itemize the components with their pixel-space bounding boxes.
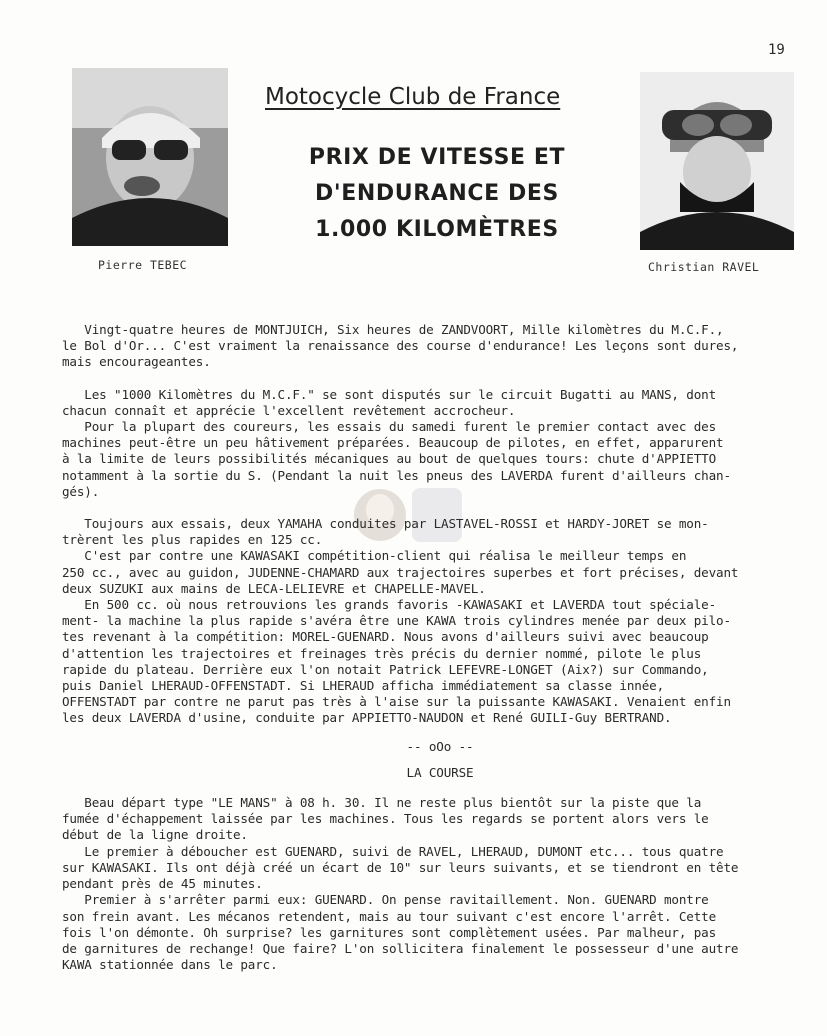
text-line: de garnitures de rechange! Que faire? L'on sollicitera finalement le possesseur d'une autre (62, 940, 739, 956)
text-line: KAWA stationnée dans le parc. (62, 957, 278, 973)
text-line: gés). (62, 483, 100, 499)
text-line: Le premier à déboucher est GUENARD, suivi de RAVEL, LHERAUD, DUMONT etc... tous quatre (62, 843, 724, 859)
text-line: rapide du plateau. Derrière eux l'on notait Patrick LEFEVRE-LONGET (Aix?) sur Commando, (62, 661, 709, 677)
text-line: Pour la plupart des coureurs, les essais du samedi furent le premier contact avec des (62, 419, 717, 435)
text-line: puis Daniel LHERAUD-OFFENSTADT. Si LHERAUD afficha immédiatement sa classe innée, (62, 678, 664, 694)
text-line: Vingt-quatre heures de MONTJUICH, Six heures de ZANDVOORT, Mille kilomètres du M.C.F., (62, 322, 724, 337)
text-line: tes revenant à la compétition: MOREL-GUENARD. Nous avons d'ailleurs suivi avec beaucoup (62, 629, 709, 645)
text-line: début de la ligne droite. (62, 827, 248, 843)
text-line: deux SUZUKI aux mains de LECA-LELIEVRE et CHAPELLE-MAVEL. (62, 580, 486, 596)
text-line: En 500 cc. où nous retrouvions les grands favoris -KAWASAKI et LAVERDA tout spéciale- (62, 597, 717, 613)
headline (262, 140, 612, 248)
article-body (62, 322, 818, 973)
text-line: Beau départ type "LE MANS" à 08 h. 30. Il ne reste plus bientôt sur la piste que la (62, 795, 702, 811)
text-line: ment- la machine la plus rapide s'avéra être une KAWA trois cylindres menée par deux pilo- (62, 613, 731, 629)
text-line: trèrent les plus rapides en 125 cc. (62, 532, 323, 548)
text-line: Premier à s'arrêter parmi eux: GUENARD. On pense ravitaillement. Non. GUENARD montre (62, 892, 709, 908)
separator: -- oOo -- (406, 738, 474, 754)
page-number: 19 (768, 42, 785, 58)
section-title: LA COURSE (406, 764, 474, 780)
caption-left: Pierre TEBEC (98, 258, 188, 272)
text-line: C'est par contre une KAWASAKI compétition-client qui réalisa le meilleur temps en (62, 548, 687, 564)
text-line: les deux LAVERDA d'usine, conduite par APPIETTO-NAUDON et René GUILI-Guy BERTRAND. (62, 710, 672, 726)
text-line: pendant près de 45 minutes. (62, 876, 263, 892)
text-line: le Bol d'Or... C'est vraiment la renaissance des course d'endurance! Les leçons sont dures, (62, 338, 739, 354)
text-line: à la limite de leurs possibilités mécaniques au bout de quelques tours: chute d'APPIETTO (62, 451, 717, 467)
text-line: Toujours aux essais, deux YAMAHA conduites par LASTAVEL-ROSSI et HARDY-JORET se mon- (62, 516, 709, 532)
text-line: machines peut-être un peu hâtivement préparées. Beaucoup de pilotes, en effet, apparurent (62, 435, 724, 451)
text-line: Les "1000 Kilomètres du M.C.F." se sont disputés sur le circuit Bugatti au MANS, dont (62, 386, 717, 402)
text-line: OFFENSTADT par contre ne parut pas très à l'aise sur la puissante KAWASAKI. Venaient enfin (62, 694, 731, 710)
headline-line-2: D'ENDURANCE DES (315, 181, 559, 206)
photo-pierre-tebec (72, 68, 228, 246)
text-line: sur KAWASAKI. Ils ont déjà créé un écart de 10" sur leurs suivants, et se tiendront en tête (62, 859, 739, 875)
text-line: son frein avant. Les mécanos retendent, mais au tour suivant c'est encore l'arrêt. Cette (62, 908, 717, 924)
text-line: fois l'on démonte. Oh surprise? les garnitures sont complètement usées. Par malheur, pas (62, 924, 717, 940)
text-line: mais encourageantes. (62, 354, 211, 370)
headline-line-3: 1.000 KILOMÈTRES (315, 217, 559, 242)
photo-christian-ravel (640, 72, 794, 250)
text-line: d'attention les trajectoires et freinages très précis du dernier nommé, pilote le plus (62, 645, 702, 661)
text-line: fumée d'échappement laissée par les machines. Tous les regards se portent alors vers le (62, 811, 709, 827)
text-line: 250 cc., avec au guidon, JUDENNE-CHAMARD aux trajectoires superbes et fort précises, devant (62, 564, 739, 580)
headline-line-1: PRIX DE VITESSE ET (308, 145, 566, 170)
club-name: Motocycle Club de France (265, 84, 561, 110)
text-line: notamment à la sortie du S. (Pendant la nuit les pneus des LAVERDA furent d'ailleurs chan- (62, 467, 731, 483)
caption-right: Christian RAVEL (648, 260, 760, 274)
text-line: chacun connaît et apprécie l'excellent revêtement accrocheur. (62, 402, 516, 418)
